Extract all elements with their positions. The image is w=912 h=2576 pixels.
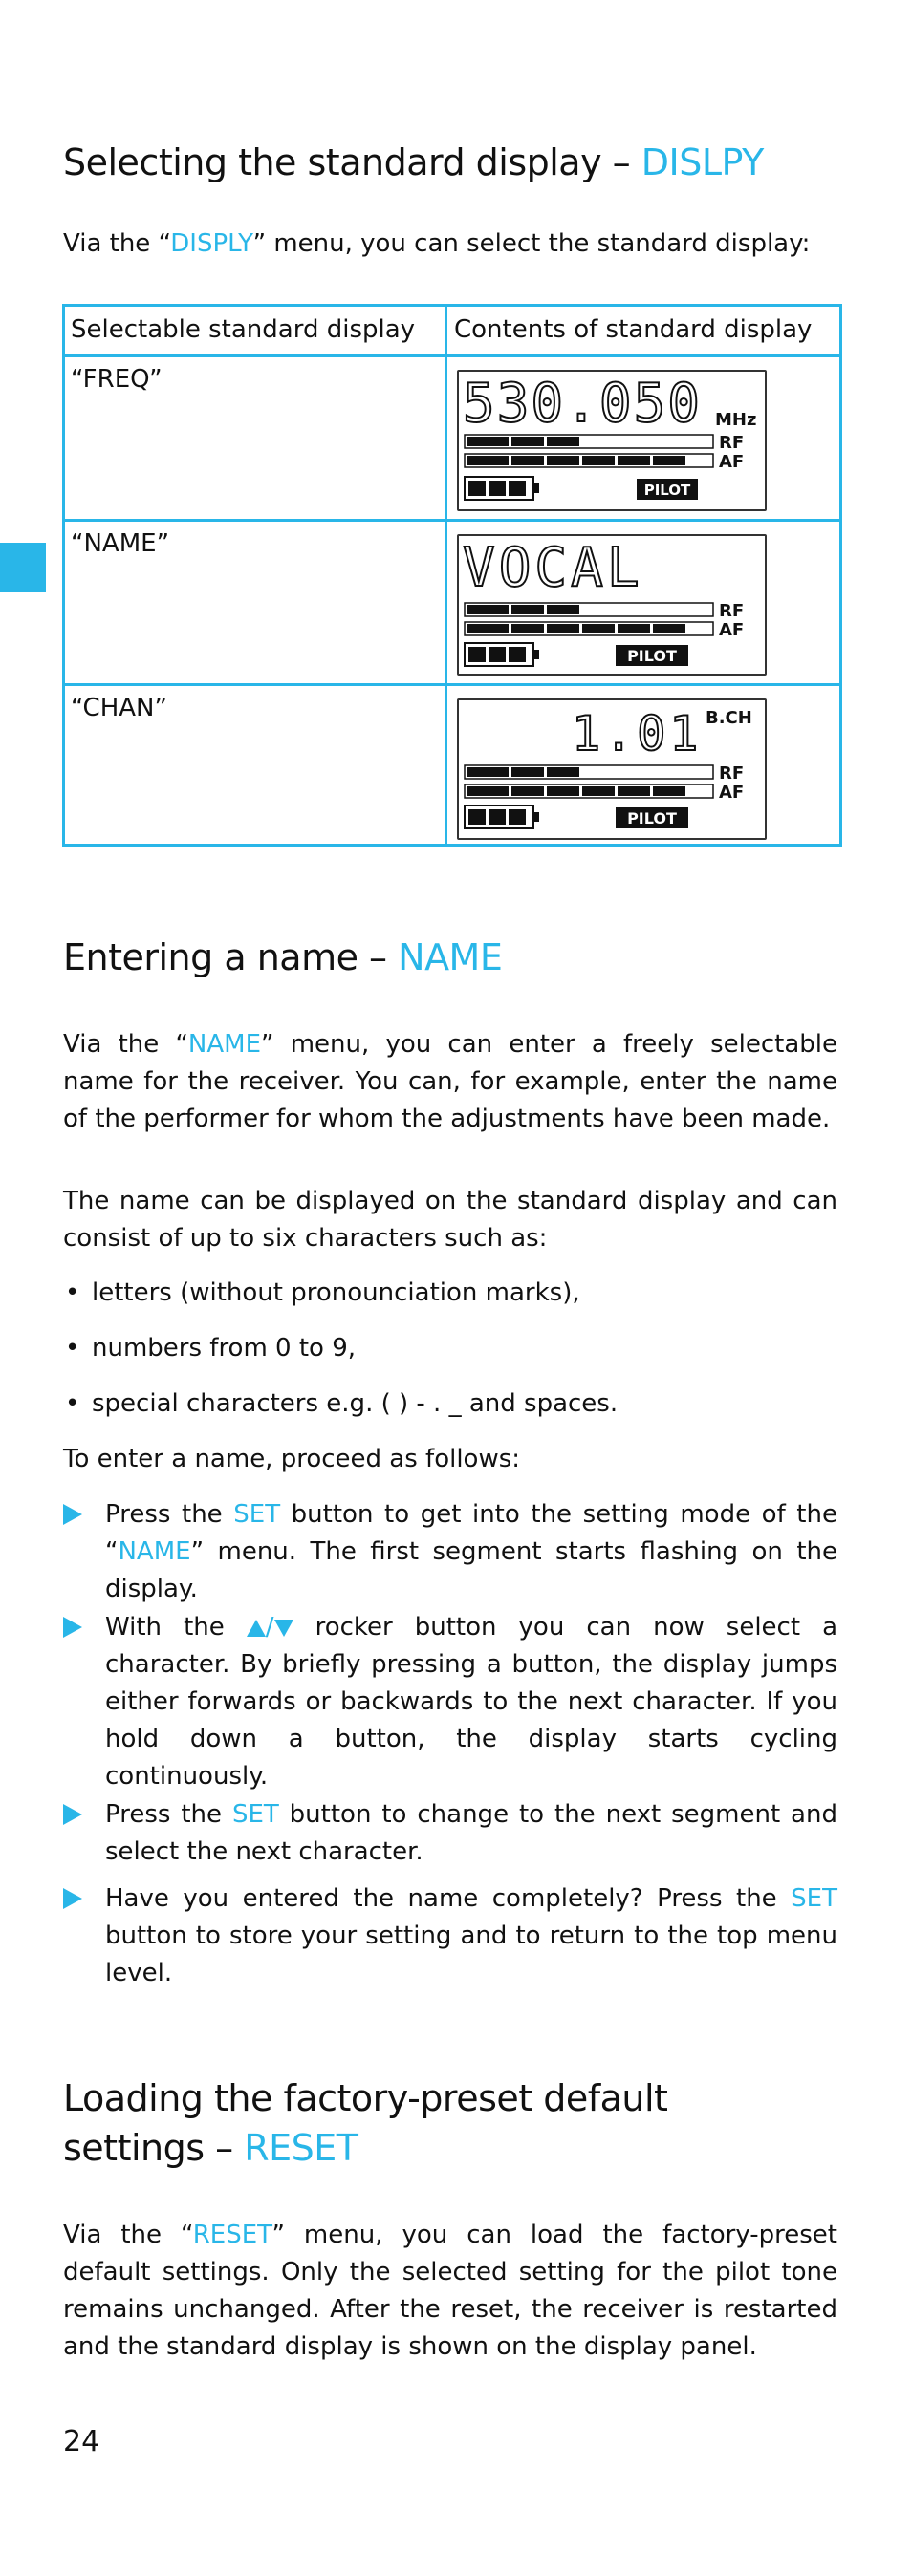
- menu-name-disply: DISLPY: [641, 141, 764, 183]
- battery-icon: [465, 477, 539, 500]
- battery-icon: [465, 805, 539, 828]
- section-title-reset: Loading the factory-preset default settings – RESET: [63, 2077, 668, 2169]
- af-meter: [465, 784, 713, 798]
- rf-meter: [465, 435, 713, 448]
- lcd-name-graphic: [459, 536, 761, 670]
- table-row-label-chan: “CHAN”: [71, 694, 167, 722]
- lcd-name-display: [457, 534, 767, 676]
- step-3: Press the SET button to change to the next segment and select the next character.: [63, 1796, 837, 1871]
- menu-name-reset: RESET: [244, 2127, 358, 2169]
- menu-name-name: NAME: [398, 936, 503, 978]
- bullet-numbers: • numbers from 0 to 9,: [63, 1330, 837, 1367]
- lcd-pilot-label: PILOT: [627, 647, 677, 665]
- lcd-unit-bch: B.CH: [706, 708, 752, 728]
- name-intro-paragraph: Via the “NAME” menu, you can enter a freely selectable name for the receiver. You can, for example, enter the name of the performer for whom the adjustments have been made.: [63, 1030, 837, 1133]
- step-4: Have you entered the name completely? Press the SET button to store your setting and to return to the top menu level.: [63, 1880, 837, 1992]
- lcd-pilot-label: PILOT: [643, 482, 691, 499]
- step-arrow-icon: [63, 1617, 82, 1638]
- section-title-name: Entering a name – NAME: [63, 936, 503, 978]
- bullet-special: • special characters e.g. ( ) - . _ and spaces.: [63, 1385, 837, 1423]
- table-row-label-name: “NAME”: [71, 529, 170, 558]
- lcd-af-label: AF: [719, 783, 745, 803]
- table-header-contents: Contents of standard display: [454, 315, 813, 344]
- lcd-freq-graphic: [459, 372, 761, 505]
- step-arrow-icon: [63, 1504, 82, 1525]
- lcd-freq-display: [457, 370, 767, 511]
- step-2: With the / rocker button you can now select a character. By briefly pressing a button, the display jumps either forwards or backwards to the next character. If you hold down a button, the display starts cycling continuously.: [63, 1609, 837, 1795]
- up-arrow-icon: [247, 1620, 266, 1637]
- bullet-letters: • letters (without pronounciation marks),: [63, 1275, 837, 1312]
- lcd-rf-label: RF: [719, 433, 745, 453]
- section-title-display: Selecting the standard display – DISLPY: [63, 141, 764, 183]
- page-number: 24: [63, 2425, 100, 2458]
- table-header-selectable: Selectable standard display: [71, 315, 416, 344]
- table-row-label-freq: “FREQ”: [71, 365, 163, 394]
- name-length-paragraph: The name can be displayed on the standard display and can consist of up to six characters such as:: [63, 1187, 837, 1253]
- lcd-freq-value: 530.050: [463, 373, 703, 435]
- battery-icon: [465, 643, 539, 666]
- chapter-tab-marker: [0, 543, 46, 592]
- lcd-name-value: VOCAL: [463, 537, 643, 599]
- lcd-chan-value: 1.01: [572, 706, 703, 762]
- af-meter: [465, 622, 713, 635]
- lcd-chan-graphic: [459, 700, 761, 834]
- lcd-af-label: AF: [719, 620, 745, 640]
- procedure-intro: To enter a name, proceed as follows:: [63, 1445, 521, 1473]
- table-column-divider: [445, 307, 447, 844]
- lcd-af-label: AF: [719, 452, 745, 472]
- lcd-unit-mhz: MHz: [715, 410, 757, 430]
- step-arrow-icon: [63, 1888, 82, 1909]
- step-arrow-icon: [63, 1804, 82, 1825]
- standard-display-table: [62, 304, 842, 847]
- display-intro: Via the “DISPLY” menu, you can select the standard display:: [63, 229, 811, 258]
- rf-meter: [465, 765, 713, 779]
- step-1: Press the SET button to get into the setting mode of the “NAME” menu. The first segment starts flashing on the display.: [63, 1496, 837, 1608]
- af-meter: [465, 454, 713, 467]
- rf-meter: [465, 603, 713, 616]
- lcd-pilot-label: PILOT: [627, 809, 677, 827]
- reset-paragraph: Via the “RESET” menu, you can load the factory-preset default settings. Only the selected setting for the pilot tone remains unchanged. After the reset, the receiver is restarted and the standard display is shown on the display panel.: [63, 2221, 837, 2361]
- down-arrow-icon: [274, 1620, 293, 1637]
- lcd-chan-display: [457, 698, 767, 840]
- lcd-rf-label: RF: [719, 763, 745, 784]
- lcd-rf-label: RF: [719, 601, 745, 621]
